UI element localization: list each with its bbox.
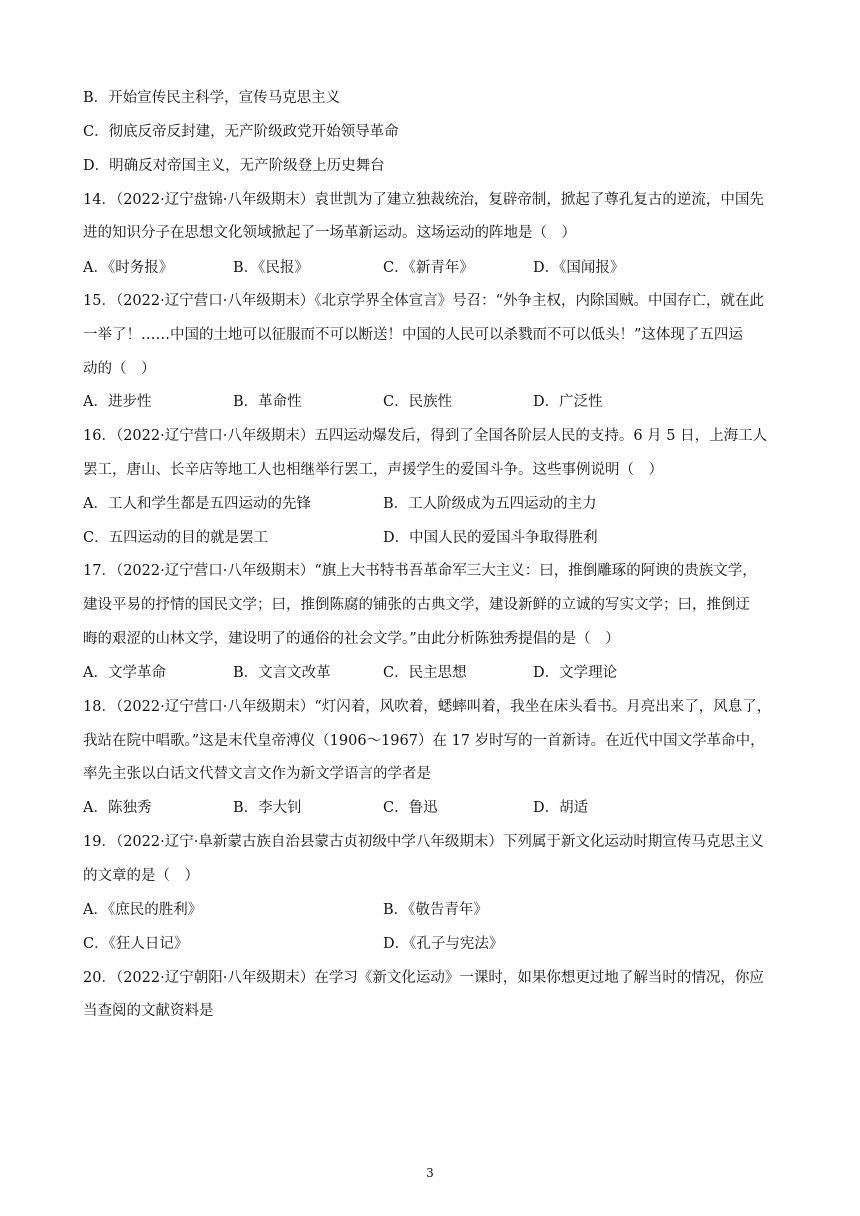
- q14-option-a: A．《时务报》: [83, 260, 174, 276]
- q19-option-d: D．《孔子与宪法》: [383, 936, 504, 952]
- q18-option-d: D．胡适: [533, 800, 589, 816]
- question-15-text-cont2: 动的（ ）: [83, 361, 156, 377]
- question-19-text-cont: 的文章的是（ ）: [83, 868, 199, 884]
- q15-option-b: B．革命性: [233, 394, 302, 410]
- q14-option-c: C．《新青年》: [383, 260, 474, 276]
- q18-option-c: C．鲁迅: [383, 800, 438, 816]
- question-18-text: 18．（2022·辽宁营口·八年级期末）“灯闪着，风吹着，蟋蟀叫着，我坐在床头看书。月亮出来了，风息了，: [83, 699, 772, 715]
- option-c: C．彻底反帝反封建，无产阶级政党开始领导革命: [83, 124, 399, 140]
- question-16-text: 16．（2022·辽宁营口·八年级期末）五四运动爆发后，得到了全国各阶层人民的支持。6 月 5 日，上海工人: [83, 428, 768, 444]
- question-17-text: 17．（2022·辽宁营口·八年级期末）“旗上大书特书吾革命军三大主义：曰，推倒雕琢的阿谀的贵族文学，: [83, 563, 757, 579]
- question-15-text-cont: 一举了！……中国的土地可以征服而不可以断送！中国的人民可以杀戮而不可以低头！”这体现了五四运: [83, 327, 743, 343]
- q17-option-b: B．文言文改革: [233, 665, 331, 681]
- question-15-text: 15．（2022·辽宁营口·八年级期末）《北京学界全体宣言》号召：“外争主权，内除国贼。中国存亡，就在此: [83, 293, 764, 309]
- q17-option-a: A．文学革命: [83, 665, 166, 681]
- question-20-text-cont: 当查阅的文献资料是: [83, 1003, 214, 1019]
- option-b: B．开始宣传民主科学，宣传马克思主义: [83, 90, 341, 106]
- question-17-text-cont2: 晦的艰涩的山林文学，建设明了的通俗的社会文学。”由此分析陈独秀提倡的是（ ）: [83, 631, 620, 647]
- question-20-text: 20．（2022·辽宁朝阳·八年级期末）在学习《新文化运动》一课时，如果你想更过地了解当时的情况，你应: [83, 970, 764, 986]
- q16-option-d: D．中国人民的爱国斗争取得胜利: [383, 530, 598, 546]
- q18-option-b: B．李大钊: [233, 800, 302, 816]
- q19-option-b: B．《敬告青年》: [383, 902, 488, 918]
- q15-option-a: A．进步性: [83, 394, 152, 410]
- question-17-text-cont: 建设平易的抒情的国民文学；曰，推倒陈腐的铺张的古典文学，建设新鲜的立诚的写实文学；曰，推倒迂: [83, 597, 750, 613]
- q18-option-a: A．陈独秀: [83, 800, 152, 816]
- q19-option-a: A．《庶民的胜利》: [83, 902, 203, 918]
- q14-option-d: D．《国闻报》: [533, 260, 625, 276]
- question-18-text-cont2: 率先主张以白话文代替文言文作为新文学语言的学者是: [83, 766, 431, 782]
- question-14-text-cont: 进的知识分子在思想文化领域掀起了一场革新运动。这场运动的阵地是（ ）: [83, 225, 576, 241]
- page-number: 3: [426, 1166, 434, 1180]
- option-d: D．明确反对帝国主义，无产阶级登上历史舞台: [83, 158, 385, 174]
- q16-option-b: B．工人阶级成为五四运动的主力: [383, 496, 597, 512]
- question-14-text: 14．（2022·辽宁盘锦·八年级期末）袁世凯为了建立独裁统治，复辟帝制，掀起了尊孔复古的逆流，中国先: [83, 192, 764, 208]
- question-16-text-cont: 罢工，唐山、长辛店等地工人也相继举行罢工，声援学生的爱国斗争。这些事例说明（ ）: [83, 462, 663, 478]
- question-18-text-cont: 我站在院中唱歌。”这是末代皇帝溥仪（1906～1967）在 17 岁时写的一首新诗。在近代中国文学革命中，: [83, 733, 765, 749]
- question-19-text: 19．（2022·辽宁·阜新蒙古族自治县蒙古贞初级中学八年级期末）下列属于新文化运动时期宣传马克思主义: [83, 834, 764, 850]
- q17-option-c: C．民主思想: [383, 665, 467, 681]
- q19-option-c: C．《狂人日记》: [83, 936, 189, 952]
- q15-option-d: D．广泛性: [533, 394, 603, 410]
- q16-option-c: C．五四运动的目的就是罢工: [83, 530, 269, 546]
- q15-option-c: C．民族性: [383, 394, 453, 410]
- q17-option-d: D．文学理论: [533, 665, 618, 681]
- q14-option-b: B．《民报》: [233, 260, 309, 276]
- q16-option-a: A．工人和学生都是五四运动的先锋: [83, 496, 311, 512]
